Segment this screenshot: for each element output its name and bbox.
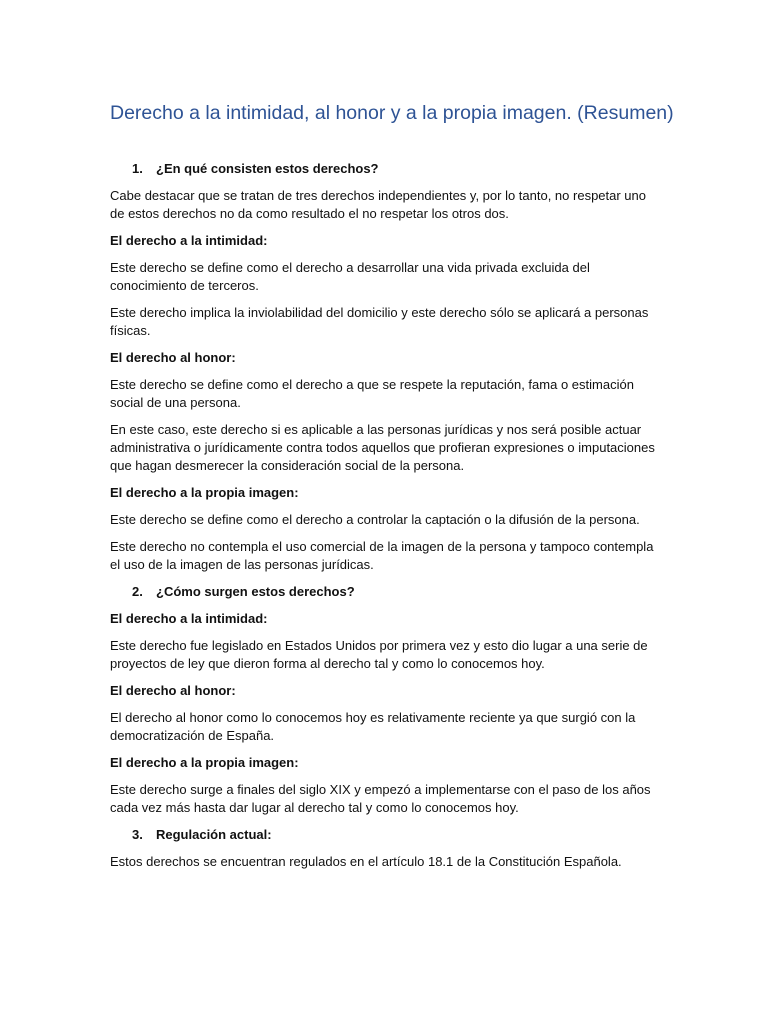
subsection-heading: El derecho a la propia imagen: [110, 485, 299, 500]
section-number: 3. [132, 827, 143, 842]
section-heading-3 [110, 826, 655, 844]
subsection-heading: El derecho a la intimidad: [110, 233, 268, 248]
document-title: Derecho a la intimidad, al honor y a la propia imagen. (Resumen) [110, 102, 674, 124]
paragraph: Este derecho fue legislado en Estados Unidos por primera vez y esto dio lugar a una serie de proyectos de ley que dieron forma al derecho tal y como lo conocemos hoy. [110, 638, 648, 671]
section-heading-text: ¿Cómo surgen estos derechos? [156, 584, 355, 599]
paragraph: Este derecho se define como el derecho a desarrollar una vida privada excluida del conocimiento de terceros. [110, 260, 590, 293]
section-heading-1 [110, 160, 655, 178]
subsection-heading: El derecho al honor: [110, 683, 236, 698]
section-heading-2 [110, 583, 655, 601]
subsection-heading: El derecho al honor: [110, 350, 236, 365]
paragraph: Este derecho implica la inviolabilidad del domicilio y este derecho sólo se aplicará a personas físicas. [110, 305, 649, 338]
paragraph: Este derecho se define como el derecho a que se respete la reputación, fama o estimación social de una persona. [110, 377, 634, 410]
section-number: 2. [132, 584, 143, 599]
subsection-heading: El derecho a la propia imagen: [110, 755, 299, 770]
paragraph: Este derecho surge a finales del siglo XIX y empezó a implementarse con el paso de los años cada vez más hasta dar lugar al derecho tal y como lo conocemos hoy. [110, 782, 651, 815]
section-number: 1. [132, 161, 143, 176]
paragraph: En este caso, este derecho si es aplicable a las personas jurídicas y nos será posible actuar administrativa o jurídicamente contra todos aquellos que profieran expresiones o imputaciones que hagan desmerecer la consideración social de la persona. [110, 422, 655, 473]
section-intro: Cabe destacar que se tratan de tres derechos independientes y, por lo tanto, no respetar uno de estos derechos no da como resultado el no respetar los otros dos. [110, 188, 646, 221]
paragraph: El derecho al honor como lo conocemos hoy es relativamente reciente ya que surgió con la democratización de España. [110, 710, 636, 743]
subsection-heading: El derecho a la intimidad: [110, 611, 268, 626]
section-intro: Estos derechos se encuentran regulados en el artículo 18.1 de la Constitución Española. [110, 854, 622, 869]
paragraph: Este derecho no contempla el uso comercial de la imagen de la persona y tampoco contempla el uso de la imagen de las personas jurídicas. [110, 539, 654, 572]
section-heading-text: Regulación actual: [156, 827, 272, 842]
paragraph: Este derecho se define como el derecho a controlar la captación o la difusión de la persona. [110, 512, 640, 527]
section-heading-text: ¿En qué consisten estos derechos? [156, 161, 379, 176]
document-page [110, 100, 674, 880]
